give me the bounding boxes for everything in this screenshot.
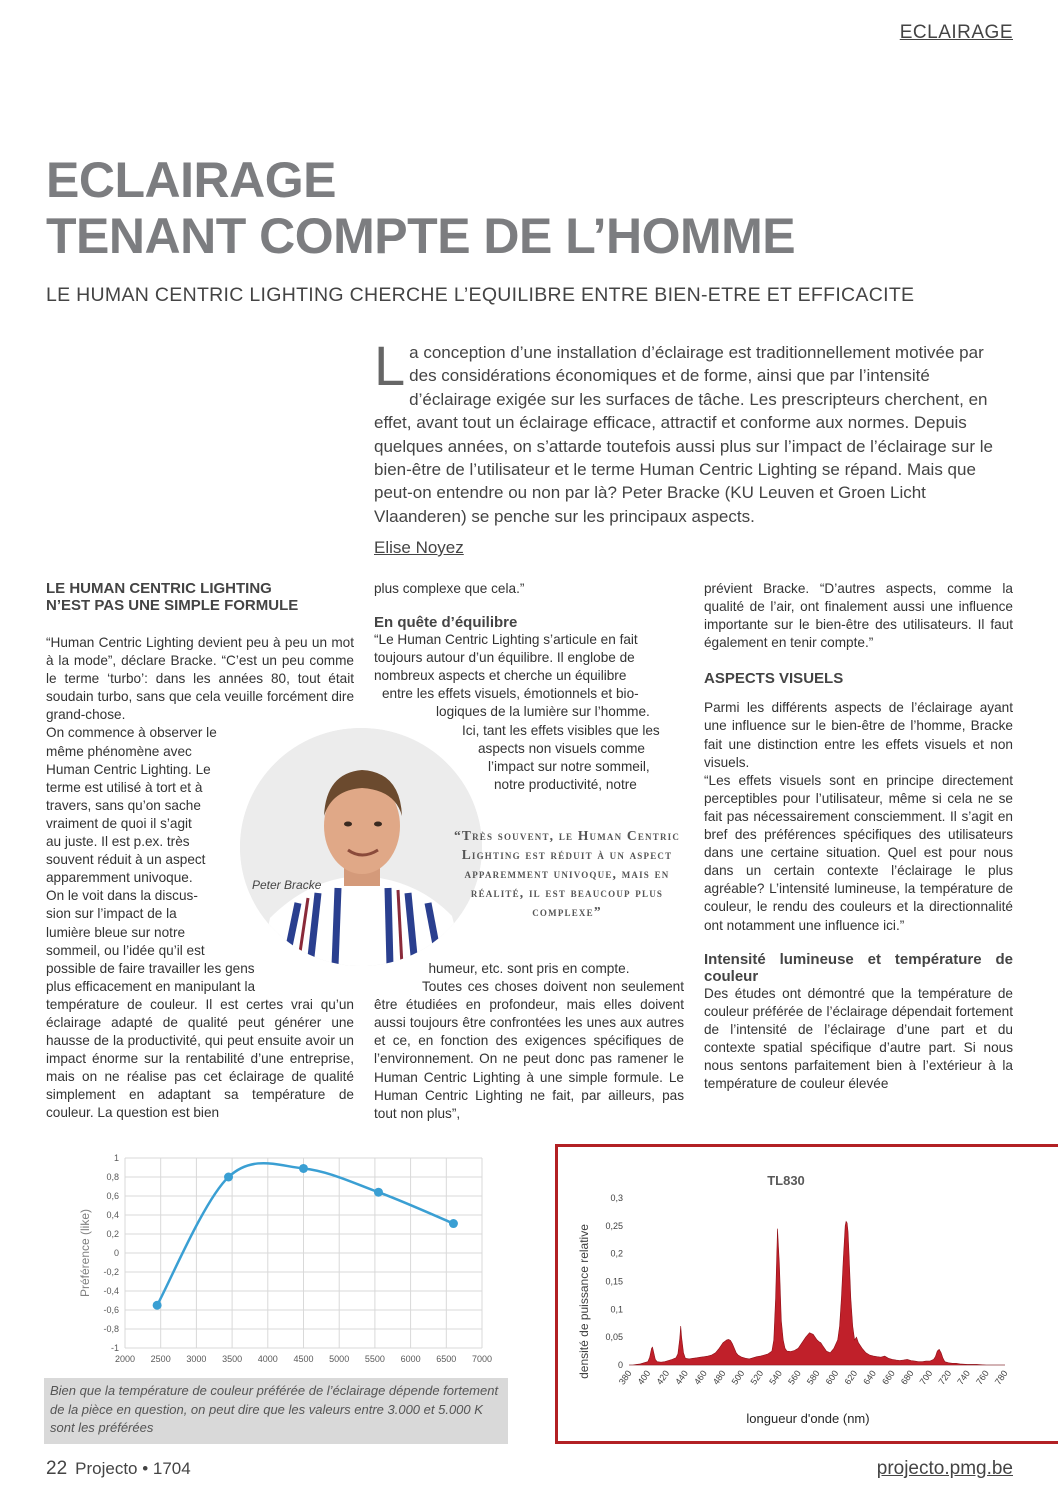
col3-heading-2: Intensité lumineuse et température de couleur (704, 950, 1013, 985)
wrapped-line: notre productivité, notre (494, 776, 637, 792)
photo-caption: Peter Bracke (252, 878, 322, 892)
chart2-ytick-label: 0,25 (605, 1220, 623, 1231)
chart2-ytick-label: 0,2 (610, 1248, 623, 1259)
wrapped-line: logiques de la lumière sur l’homme. (436, 704, 650, 720)
chart1-data-point (224, 1173, 233, 1182)
col2-after-quote: humeur, etc. sont pris en compte. (428, 961, 630, 976)
wrapped-line: travers, sans qu’on sache (46, 797, 201, 813)
chart2-xtick-label: 620 (842, 1368, 860, 1387)
chart2-xtick-label: 780 (992, 1368, 1010, 1387)
wrapped-line: Ici, tant les effets visibles que les (462, 722, 660, 738)
wrapped-line: souvent réduit à un aspect (46, 852, 206, 868)
magazine-issue: Projecto • 1704 (75, 1459, 191, 1478)
pull-quote: “Très souvent, le Human Centric Lighting est réduit à un aspect apparemment univoque, mais en réalité, il est beaucoup plus complexe” (453, 828, 681, 919)
col2-wrapped-text (374, 631, 684, 794)
column-2-bottom (374, 960, 684, 1123)
chart1-xtick-label: 2000 (114, 1354, 136, 1364)
chart2-xtick-label: 680 (898, 1368, 916, 1387)
wrapped-line: On le voit dans la discus- (46, 888, 198, 904)
chart2-xtick-label: 600 (823, 1368, 841, 1387)
col3-paragraph-1: Parmi les différents aspects de l’éclairage ayant une influence sur le bien-être de l’homme, Bracke fait une distinction entre les effets visuels et non visuels. (704, 700, 1013, 770)
wrapped-line: vraiment de quoi il s’agit (46, 815, 192, 831)
chart1-xtick-label: 5500 (364, 1354, 385, 1364)
chart1-xtick-label: 3000 (186, 1354, 207, 1364)
chart1-ytick-label: -0,4 (103, 1286, 119, 1296)
chart2-xtick-label: 400 (635, 1368, 653, 1387)
article-title (46, 152, 795, 264)
chart1-xtick-label: 4000 (257, 1354, 278, 1364)
wrapped-line: sommeil, ou l’idée qu’il est (46, 942, 205, 958)
website-link[interactable]: projecto.pmg.be (876, 1458, 1013, 1479)
chart1-data-point (153, 1301, 162, 1310)
col2-paragraph-2: Toutes ces choses doivent non seulement être étudiées en profondeur, mais elles doivent aussi toujours être confrontées les unes aux autres et ce, en fonction des exigences spécifiques de l’environnement. On ne peut donc pas ramener le Human Centric Lighting à une simple formule. Le Human Centric Lighting ne fait, par ailleurs, pas tout non plus”, (374, 979, 684, 1121)
wrapped-line: apparemment univoque. (46, 870, 193, 886)
col1-paragraph-2: température de couleur. Il est certes vrai qu’un éclairage adapté de qualité peut générer une hausse de la productivité, qui peut ensuite avoir un impact énorme sur la rentabilité d’une entreprise, mais on ne réalise pas cet éclairage de qualité simplement en adaptant sa température de couleur. La question est bien (46, 996, 354, 1121)
wrapped-line: au juste. Il est p.ex. très (46, 834, 190, 850)
chart2-spectrum-area (629, 1221, 1005, 1365)
chart2-xtick-label: 540 (767, 1368, 785, 1387)
wrapped-line: l’impact sur notre sommeil, (488, 758, 650, 774)
chart1-ytick-label: -0,6 (103, 1305, 119, 1315)
chart2-xtick-label: 660 (880, 1368, 897, 1387)
chart1-xtick-label: 6500 (436, 1354, 457, 1364)
chart1-ytick-label: 0,2 (106, 1229, 119, 1239)
chart2-xtick-label: 640 (861, 1368, 879, 1387)
chart2-ytick-label: 0 (617, 1360, 623, 1370)
chart1-ytick-label: -0,2 (103, 1267, 119, 1277)
intro-paragraph (374, 334, 1014, 528)
chart1-ytick-label: -1 (110, 1343, 119, 1353)
wrapped-line: On commence à observer le (46, 725, 217, 741)
chart1-xtick-label: 4500 (293, 1354, 314, 1364)
chart1-data-point (449, 1219, 458, 1228)
intro-text: a conception d’une installation d’éclairage est traditionnellement motivée par des considérations économiques et de forme, ainsi que par l’intensité d’éclairage exigée sur les surfaces de tâche. Les prescripteurs cherchent, en effet, avant tout un éclairage efficace, attractif et conforme aux normes. Depuis quelques années, on s’attarde toutefois aussi plus sur l’impact de l’éclairage sur le bien-être de l’utilisateur et le terme Human Centric Lighting se répand. Mais que peut-on entendre ou non par là? Peter Bracke (KU Leuven et Groen Licht Vlaanderen) se penche sur les principaux aspects. (374, 343, 993, 526)
chart2-xtick-label: 420 (654, 1368, 672, 1387)
col3-heading-1: ASPECTS VISUELS (704, 670, 844, 688)
preference-chart-svg (27, 1148, 508, 1378)
footer-left (46, 1458, 191, 1480)
spectrum-chart-frame (555, 1144, 1058, 1444)
column-3 (704, 580, 1013, 1093)
col2-heading: En quête d’équilibre (374, 614, 518, 632)
chart2-xtick-label: 520 (748, 1368, 766, 1387)
title-line-1: ECLAIRAGE (46, 152, 336, 208)
wrapped-line: plus efficacement en manipulant la (46, 978, 256, 994)
section-tag: ECLAIRAGE (899, 22, 1013, 43)
chart2-xtick-label: 440 (673, 1368, 691, 1387)
wrapped-line: “Le Human Centric Lighting s’articule en fait (374, 632, 638, 648)
chart1-xtick-label: 3500 (222, 1354, 243, 1364)
wrapped-line: lumière bleue sur notre (46, 924, 186, 940)
wrapped-line: terme est utilisé à tort et à (46, 779, 203, 795)
chart2-ytick-label: 0,1 (610, 1304, 623, 1315)
drop-cap: L (374, 334, 406, 397)
col2-top-line: plus complexe que cela.” (374, 581, 525, 596)
chart2-xlabel: longueur d'onde (nm) (746, 1411, 870, 1426)
chart2-ytick-label: 0,05 (605, 1332, 623, 1343)
chart1-ytick-label: 0,6 (106, 1191, 119, 1201)
chart2-title: TL830 (767, 1173, 805, 1188)
author-link[interactable]: Elise Noyez (374, 538, 464, 557)
chart2-xtick-label: 500 (729, 1368, 747, 1387)
chart2-xtick-label: 460 (692, 1368, 709, 1387)
wrapped-line: possible de faire travailler les gens (46, 960, 255, 976)
chart2-xtick-label: 760 (974, 1368, 991, 1387)
chart2-xtick-label: 740 (955, 1368, 973, 1387)
chart1-ytick-label: 0,4 (106, 1210, 119, 1220)
col3-paragraph-0: prévient Bracke. “D’autres aspects, comme la qualité de l’air, ont finalement aussi une influence importante sur le bien-être des utilisateurs. Il faut également en tenir compte.” (704, 581, 1013, 651)
col1-paragraph-1: “Human Centric Lighting devient peu à peu un mot à la mode”, déclare Bracke. “C’est un peu comme le terme ‘turbo’: dans les années 80, tout était soudain turbo, sans que cela veuille forcément dire grand-chose. (46, 635, 354, 723)
wrapped-line: entre les effets visuels, émotionnels et bio- (382, 686, 639, 702)
chart1-xtick-label: 5000 (329, 1354, 350, 1364)
chart1-ylabel: Préférence (like) (78, 1208, 92, 1298)
chart2-ylabel: densité de puissance relative (577, 1224, 591, 1379)
wrapped-line: même phénomène avec (46, 743, 192, 759)
chart2-xtick-label: 380 (616, 1368, 634, 1387)
wrapped-line: aspects non visuels comme (478, 740, 645, 756)
chart1-ytick-label: -0,8 (103, 1324, 119, 1334)
page-number: 22 (46, 1458, 68, 1479)
chart2-ytick-label: 0,15 (605, 1276, 623, 1287)
chart1-xtick-label: 2500 (150, 1354, 171, 1364)
chart2-ytick-label: 0,3 (610, 1193, 623, 1203)
chart2-xtick-label: 720 (936, 1368, 954, 1387)
col1-heading-line2: N’EST PAS UNE SIMPLE FORMULE (46, 597, 299, 614)
column-2 (374, 580, 684, 794)
col3-paragraph-3: Des études ont démontré que la température de couleur préférée de l’éclairage dépendait fortement de l’intensité de l’éclairage d’une part et du contexte spatial spécifique d’autre part. Si nous nous sentons parfaitement bien à l’extérieur à la température de couleur élevée (704, 985, 1013, 1092)
title-line-2: TENANT COMPTE DE L’HOMME (46, 208, 796, 264)
chart1-caption: Bien que la température de couleur préférée de l’éclairage dépende fortement de la pièce en question, on peut dire que les valeurs entre 3.000 et 5.000 K sont les préférées (44, 1378, 508, 1444)
chart1-xtick-label: 6000 (400, 1354, 421, 1364)
chart2-xtick-label: 700 (917, 1368, 935, 1387)
wrapped-line: nombreux aspects et cherche un équilibre (374, 668, 627, 684)
wrapped-line: sion sur l’impact de la (46, 906, 177, 922)
wrapped-line: Human Centric Lighting. Le (46, 761, 211, 777)
chart1-data-point (374, 1188, 383, 1197)
chart1-ytick-label: 0 (113, 1248, 119, 1258)
chart1-data-point (299, 1164, 308, 1173)
chart1-ytick-label: 1 (113, 1153, 119, 1163)
wrapped-line: toujours autour d’un équilibre. Il englobe de (374, 650, 635, 666)
article-subtitle: LE HUMAN CENTRIC LIGHTING CHERCHE L’EQUILIBRE ENTRE BIEN-ETRE ET EFFICACITE (46, 284, 915, 306)
spectrum-chart-svg (558, 1147, 1058, 1441)
col1-heading-line1: LE HUMAN CENTRIC LIGHTING (46, 580, 272, 597)
chart2-xtick-label: 480 (710, 1368, 728, 1387)
chart2-xtick-label: 580 (804, 1368, 822, 1387)
chart1-xtick-label: 7000 (471, 1354, 493, 1364)
chart1-ytick-label: 0,8 (106, 1172, 119, 1182)
col3-paragraph-2: “Les effets visuels sont en principe directement perceptibles pour l’utilisateur, même si cela ne se fait pas nécessairement consciemment. Il s’agit en bref des préférences spécifiques des utilisateurs dans une certaine situation. Quel est pour nous dans un certain contexte l’éclairage le plus agréable? L’intensité lumineuse, la température de couleur, le rendu des couleurs et la directionnalité ont notamment une influence ici.” (704, 772, 1013, 933)
chart2-xtick-label: 560 (786, 1368, 803, 1387)
